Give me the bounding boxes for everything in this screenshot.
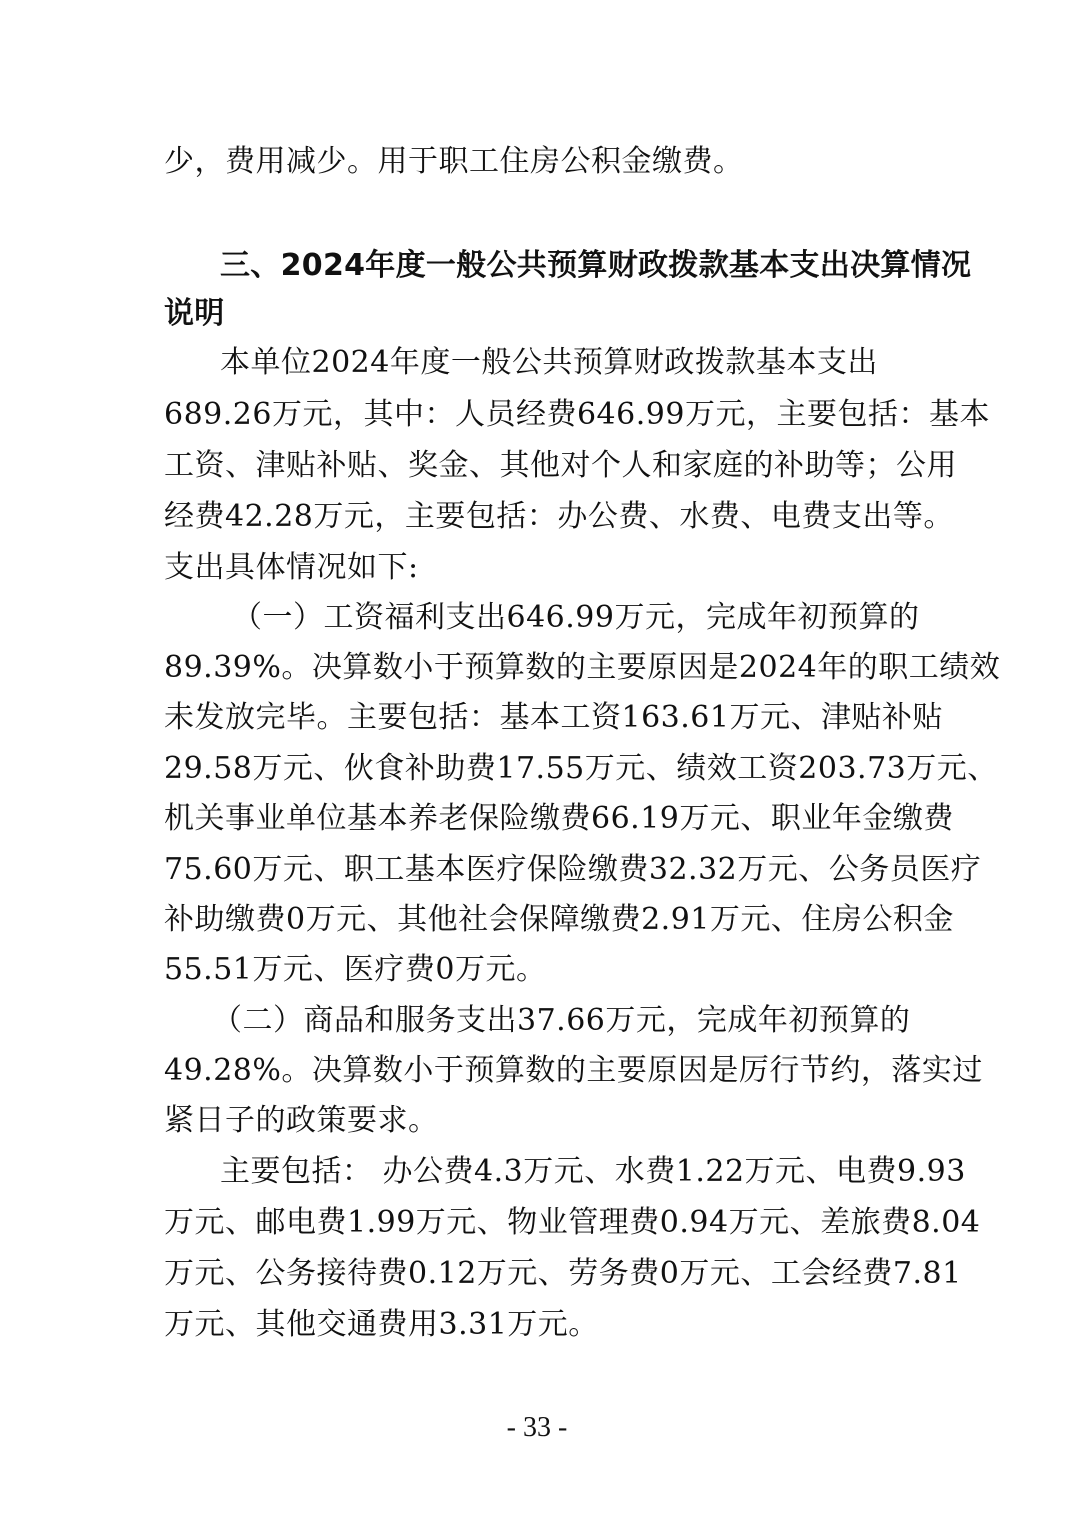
paragraph-line: 经费42.28万元，主要包括：办公费、水费、电费支出等。: [164, 499, 954, 534]
section-heading: 三、2024年度一般公共预算财政拨款基本支出决算情况: [220, 248, 972, 283]
section-heading-continuation: 说明: [164, 296, 225, 331]
paragraph-line: 机关事业单位基本养老保险缴费66.19万元、职业年金缴费: [164, 801, 954, 836]
paragraph-line: 万元、其他交通费用3.31万元。: [164, 1307, 599, 1342]
paragraph-line: 49.28%。决算数小于预算数的主要原因是厉行节约，落实过: [164, 1053, 983, 1088]
paragraph-line: 万元、公务接待费0.12万元、劳务费0万元、工会经费7.81: [164, 1256, 962, 1291]
paragraph-line: 工资、津贴补贴、奖金、其他对个人和家庭的补助等；公用: [164, 448, 957, 483]
paragraph-line: 29.58万元、伙食补助费17.55万元、绩效工资203.73万元、: [164, 751, 998, 786]
paragraph-line: 本单位2024年度一般公共预算财政拨款基本支出: [220, 345, 878, 380]
paragraph-line: 万元、邮电费1.99万元、物业管理费0.94万元、差旅费8.04: [164, 1205, 981, 1240]
subsection-line: （二）商品和服务支出37.66万元，完成年初预算的: [212, 1003, 911, 1038]
subsection-line: （一）工资福利支出646.99万元，完成年初预算的: [232, 600, 920, 635]
paragraph-line: 支出具体情况如下:: [164, 550, 419, 585]
paragraph-line: 55.51万元、医疗费0万元。: [164, 952, 547, 987]
paragraph-line: 紧日子的政策要求。: [164, 1103, 439, 1138]
paragraph-line: 未发放完毕。主要包括：基本工资163.61万元、津贴补贴: [164, 700, 943, 735]
paragraph-line: 689.26万元，其中：人员经费646.99万元，主要包括：基本: [164, 397, 990, 432]
paragraph-line: 主要包括： 办公费4.3万元、水费1.22万元、电费9.93: [220, 1154, 966, 1189]
text-line-continuation: 少，费用减少。用于职工住房公积金缴费。: [164, 144, 744, 179]
paragraph-line: 75.60万元、职工基本医疗保险缴费32.32万元、公务员医疗: [164, 852, 982, 887]
page-number: - 33 -: [506, 1412, 568, 1443]
paragraph-line: 89.39%。决算数小于预算数的主要原因是2024年的职工绩效: [164, 650, 1001, 685]
paragraph-line: 补助缴费0万元、其他社会保障缴费2.91万元、住房公积金: [164, 902, 954, 937]
